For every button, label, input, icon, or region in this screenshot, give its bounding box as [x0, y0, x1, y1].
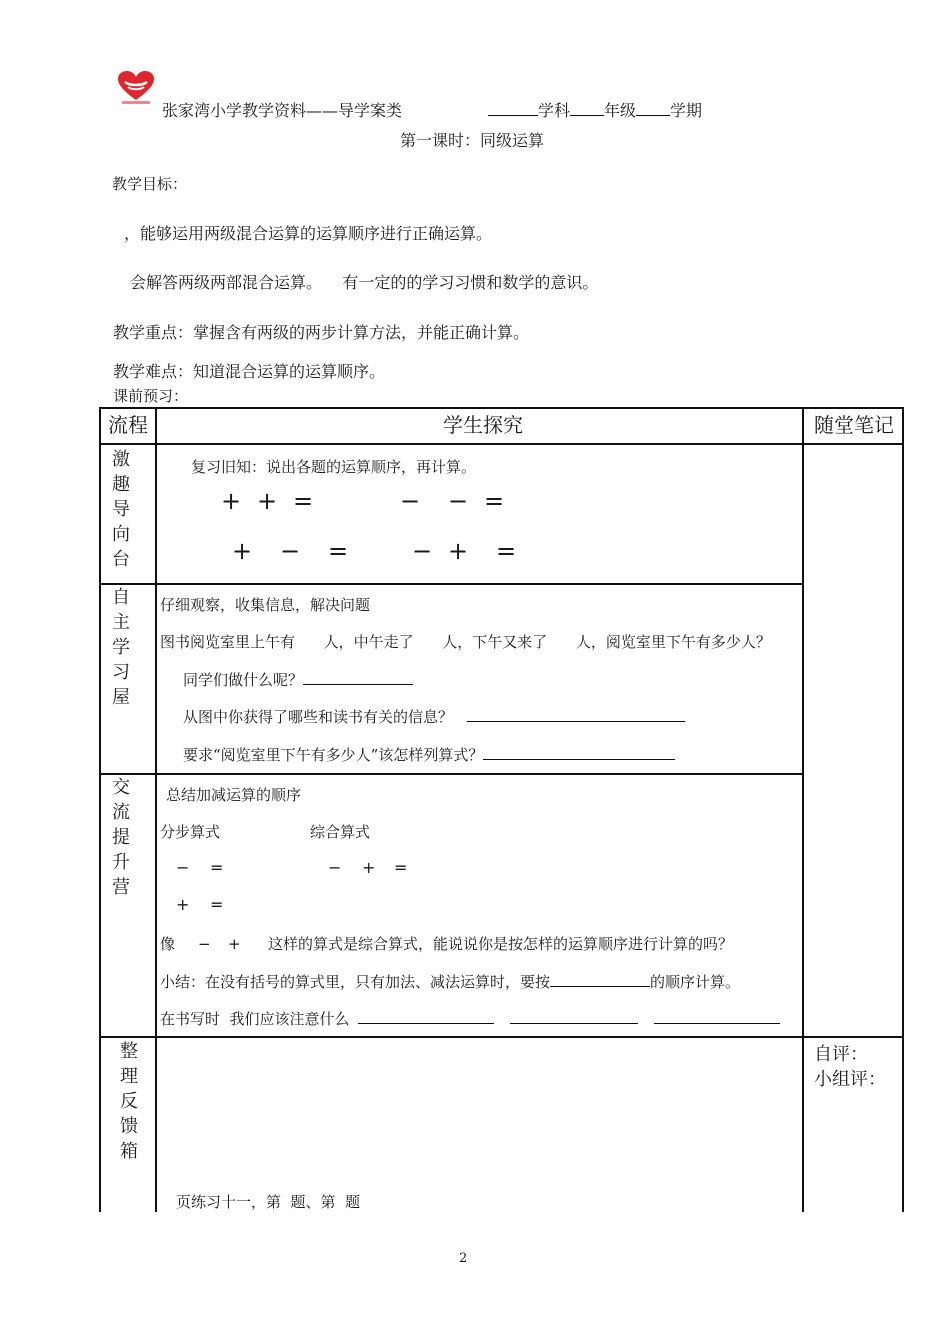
exchange-line-1: 总结加减运算的顺序 [166, 786, 302, 804]
subject-label: 学科 [538, 101, 571, 120]
page-number: 2 [459, 1251, 468, 1266]
objective-line-1: ，能够运用两级混合运算的运算顺序进行正确运算。 [124, 224, 493, 243]
grade-label: 年级 [604, 101, 637, 120]
writing-blank-2[interactable] [510, 1009, 638, 1024]
combined-formula-label: 综合算式 [310, 823, 371, 841]
review-row-2-left: + − = [232, 537, 349, 565]
term-label: 学期 [670, 101, 703, 120]
objectives-heading: 教学目标： [112, 175, 188, 193]
difficulty: 教学难点：知道混合运算的运算顺序。 [113, 362, 386, 381]
objective-line-2: 会解答两级两部混合运算。 有一定的的学习习惯和数学的意识。 [130, 273, 599, 292]
subject-blank[interactable] [488, 101, 538, 116]
review-row-2-right: − + = [412, 537, 517, 565]
step-ops-2: + = [176, 895, 224, 914]
step-ops-1: − = [176, 858, 224, 877]
combined-ops: − + = [328, 858, 408, 877]
self-study-question-1: 同学们做什么呢？ [183, 669, 413, 690]
review-intro: 复习旧知：说出各题的运算顺序，再计算。 [191, 458, 477, 476]
summary-blank[interactable] [550, 972, 650, 987]
self-eval: 自评： [814, 1044, 868, 1065]
section-label-3: 交 流 提 升 营 [112, 777, 130, 898]
review-row-1-right: − − = [400, 487, 505, 515]
header-process: 流程 [108, 413, 148, 437]
answer-blank-2[interactable] [467, 707, 685, 722]
header-fields [488, 98, 702, 121]
header-notes: 随堂笔记 [814, 413, 894, 437]
self-study-question-3: 要求“阅览室里下午有多少人”该怎样列算式？ [183, 744, 675, 765]
self-study-question-2: 从图中你获得了哪些和读书有关的信息？ [183, 706, 685, 727]
term-blank[interactable] [636, 101, 670, 116]
answer-blank-3[interactable] [483, 745, 675, 760]
review-row-1-left: + + = [221, 487, 314, 515]
section-label-1: 激 趣 导 向 台 [112, 449, 130, 570]
key-point: 教学重点：掌握含有两级的两步计算方法，并能正确计算。 [113, 323, 530, 342]
answer-blank-1[interactable] [303, 670, 413, 685]
self-study-line-1: 仔细观察，收集信息，解决问题 [160, 596, 371, 614]
exercise-line: 页练习十一，第 题、第 题 [176, 1193, 361, 1211]
self-study-problem: 图书阅览室里上午有 人，中午走了 人，下午又来了 人，阅览室里下午有多少人？ [160, 633, 771, 651]
preview: 课前预习： [113, 387, 189, 405]
writing-blank-1[interactable] [358, 1009, 494, 1024]
writing-blank-3[interactable] [654, 1009, 780, 1024]
grade-blank[interactable] [570, 101, 604, 116]
group-eval: 小组评： [814, 1069, 886, 1090]
writing-line: 在书写时 我们应该注意什么 [160, 1008, 780, 1029]
school-logo [116, 70, 156, 106]
summary-line: 小结：在没有括号的算式里，只有加法、减法运算时，要按 的顺序计算。 [160, 973, 741, 991]
step-formula-label: 分步算式 [160, 823, 221, 841]
lesson-title: 第一课时：同级运算 [400, 131, 545, 150]
section-label-4: 整 理 反 馈 箱 [120, 1041, 138, 1162]
school-title: 张家湾小学教学资料——导学案类 [162, 101, 403, 120]
section-label-2: 自 主 学 习 屋 [112, 587, 130, 708]
like-line: 像 − + 这样的算式是综合算式，能说说你是按怎样的运算顺序进行计算的吗？ [160, 935, 734, 953]
header-exploration: 学生探究 [443, 413, 523, 437]
